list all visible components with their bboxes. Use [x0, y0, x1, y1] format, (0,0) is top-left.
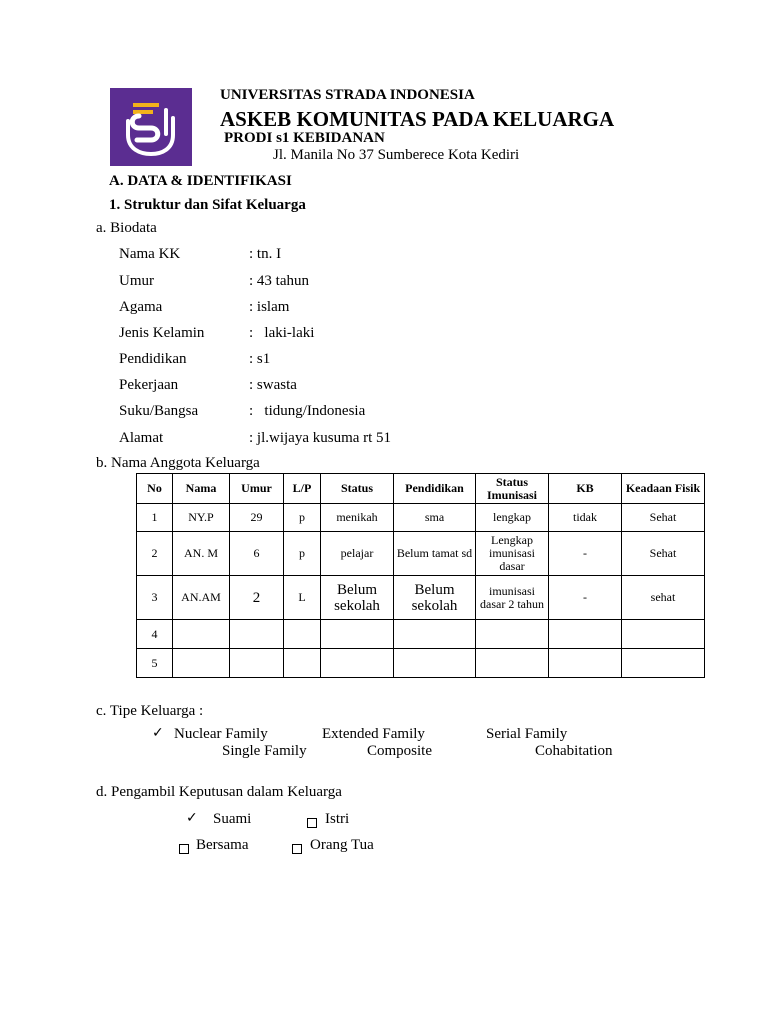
column-header: Umur [230, 474, 284, 504]
university-name: UNIVERSITAS STRADA INDONESIA [220, 87, 475, 103]
table-cell [284, 620, 321, 649]
table-cell: menikah [321, 504, 394, 532]
biodata-value: : jl.wijaya kusuma rt 51 [249, 430, 392, 446]
column-header: Status [321, 474, 394, 504]
biodata-value: : tn. I [249, 246, 282, 262]
column-header: No [137, 474, 173, 504]
biodata-value: : islam [249, 299, 290, 315]
table-cell [394, 649, 476, 678]
option-single-family[interactable]: Single Family [222, 743, 307, 759]
table-cell: Lengkap imunisasi dasar [476, 532, 549, 576]
biodata-label: Pekerjaan [119, 377, 179, 393]
column-header: Status Imunisasi [476, 474, 549, 504]
table-cell: imunisasi dasar 2 tahun [476, 576, 549, 620]
section-heading: A. DATA & IDENTIFIKASI [109, 173, 292, 189]
table-cell [230, 649, 284, 678]
checkmark-icon: ✓ [186, 810, 198, 826]
checkbox-icon[interactable] [292, 841, 302, 859]
column-header: KB [549, 474, 622, 504]
biodata-value: : tidung/Indonesia [249, 403, 366, 419]
table-cell [549, 620, 622, 649]
checkmark-icon: ✓ [152, 725, 164, 741]
table-cell: 5 [137, 649, 173, 678]
prodi-name: PRODI s1 KEBIDANAN [224, 130, 385, 146]
table-cell: lengkap [476, 504, 549, 532]
option-nuclear-family[interactable]: Nuclear Family [174, 726, 268, 742]
biodata-value: : s1 [249, 351, 271, 367]
tipe-heading: c. Tipe Keluarga : [96, 703, 204, 719]
option-istri[interactable]: Istri [325, 811, 350, 827]
table-cell [394, 620, 476, 649]
checkbox-icon[interactable] [179, 841, 189, 859]
option-bersama[interactable]: Bersama [196, 837, 249, 853]
table-cell: - [549, 576, 622, 620]
table-cell: Belum sekolah [321, 576, 394, 620]
biodata-label: Suku/Bangsa [119, 403, 199, 419]
table-cell: 4 [137, 620, 173, 649]
table-cell [173, 649, 230, 678]
document-title: ASKEB KOMUNITAS PADA KELUARGA [220, 107, 615, 131]
family-members-table [136, 473, 705, 678]
table-cell: sehat [622, 576, 705, 620]
table-cell: - [549, 532, 622, 576]
option-orang-tua[interactable]: Orang Tua [310, 837, 374, 853]
biodata-value: : 43 tahun [249, 273, 309, 289]
table-row [137, 576, 705, 620]
table-header-row [137, 474, 705, 504]
table-cell: sma [394, 504, 476, 532]
biodata-label: Alamat [119, 430, 164, 446]
column-header: L/P [284, 474, 321, 504]
table-cell [622, 620, 705, 649]
table-cell: Sehat [622, 532, 705, 576]
table-cell: L [284, 576, 321, 620]
table-cell [321, 649, 394, 678]
table-cell: 1 [137, 504, 173, 532]
checkbox-icon[interactable] [307, 815, 317, 833]
biodata-heading: a. Biodata [96, 220, 157, 236]
column-header: Keadaan Fisik [622, 474, 705, 504]
address-line: Jl. Manila No 37 Sumberece Kota Kediri [273, 147, 520, 163]
table-row [137, 649, 705, 678]
table-cell: Belum sekolah [394, 576, 476, 620]
table-cell: 6 [230, 532, 284, 576]
table-cell: Belum tamat sd [394, 532, 476, 576]
biodata-label: Jenis Kelamin [119, 325, 205, 341]
table-cell [284, 649, 321, 678]
table-cell [622, 649, 705, 678]
table-cell [230, 620, 284, 649]
subsection-heading: 1. Struktur dan Sifat Keluarga [109, 197, 306, 213]
column-header: Nama [173, 474, 230, 504]
table-cell [476, 620, 549, 649]
option-cohabitation[interactable]: Cohabitation [535, 743, 613, 759]
table-cell: pelajar [321, 532, 394, 576]
university-logo [110, 88, 192, 166]
table-cell: p [284, 532, 321, 576]
table-row [137, 620, 705, 649]
biodata-value: : swasta [249, 377, 297, 393]
biodata-label: Nama KK [119, 246, 181, 262]
keputusan-heading: d. Pengambil Keputusan dalam Keluarga [96, 784, 342, 800]
table-cell: p [284, 504, 321, 532]
option-extended-family[interactable]: Extended Family [322, 726, 425, 742]
column-header: Pendidikan [394, 474, 476, 504]
biodata-label: Pendidikan [119, 351, 187, 367]
table-cell: 2 [137, 532, 173, 576]
table-cell [476, 649, 549, 678]
table-row [137, 532, 705, 576]
table-cell [321, 620, 394, 649]
anggota-heading: b. Nama Anggota Keluarga [96, 455, 260, 471]
option-suami[interactable]: Suami [213, 811, 252, 827]
table-cell: AN.AM [173, 576, 230, 620]
table-cell: 2 [230, 576, 284, 620]
option-serial-family[interactable]: Serial Family [486, 726, 568, 742]
table-cell: AN. M [173, 532, 230, 576]
table-row [137, 504, 705, 532]
table-cell [173, 620, 230, 649]
option-composite[interactable]: Composite [367, 743, 433, 759]
table-cell: 29 [230, 504, 284, 532]
biodata-label: Agama [119, 299, 163, 315]
biodata-value: : laki-laki [249, 325, 315, 341]
table-cell: tidak [549, 504, 622, 532]
biodata-label: Umur [119, 273, 154, 289]
table-cell [549, 649, 622, 678]
logo-emblem-icon [110, 88, 192, 166]
table-cell: Sehat [622, 504, 705, 532]
table-cell: NY.P [173, 504, 230, 532]
table-cell: 3 [137, 576, 173, 620]
